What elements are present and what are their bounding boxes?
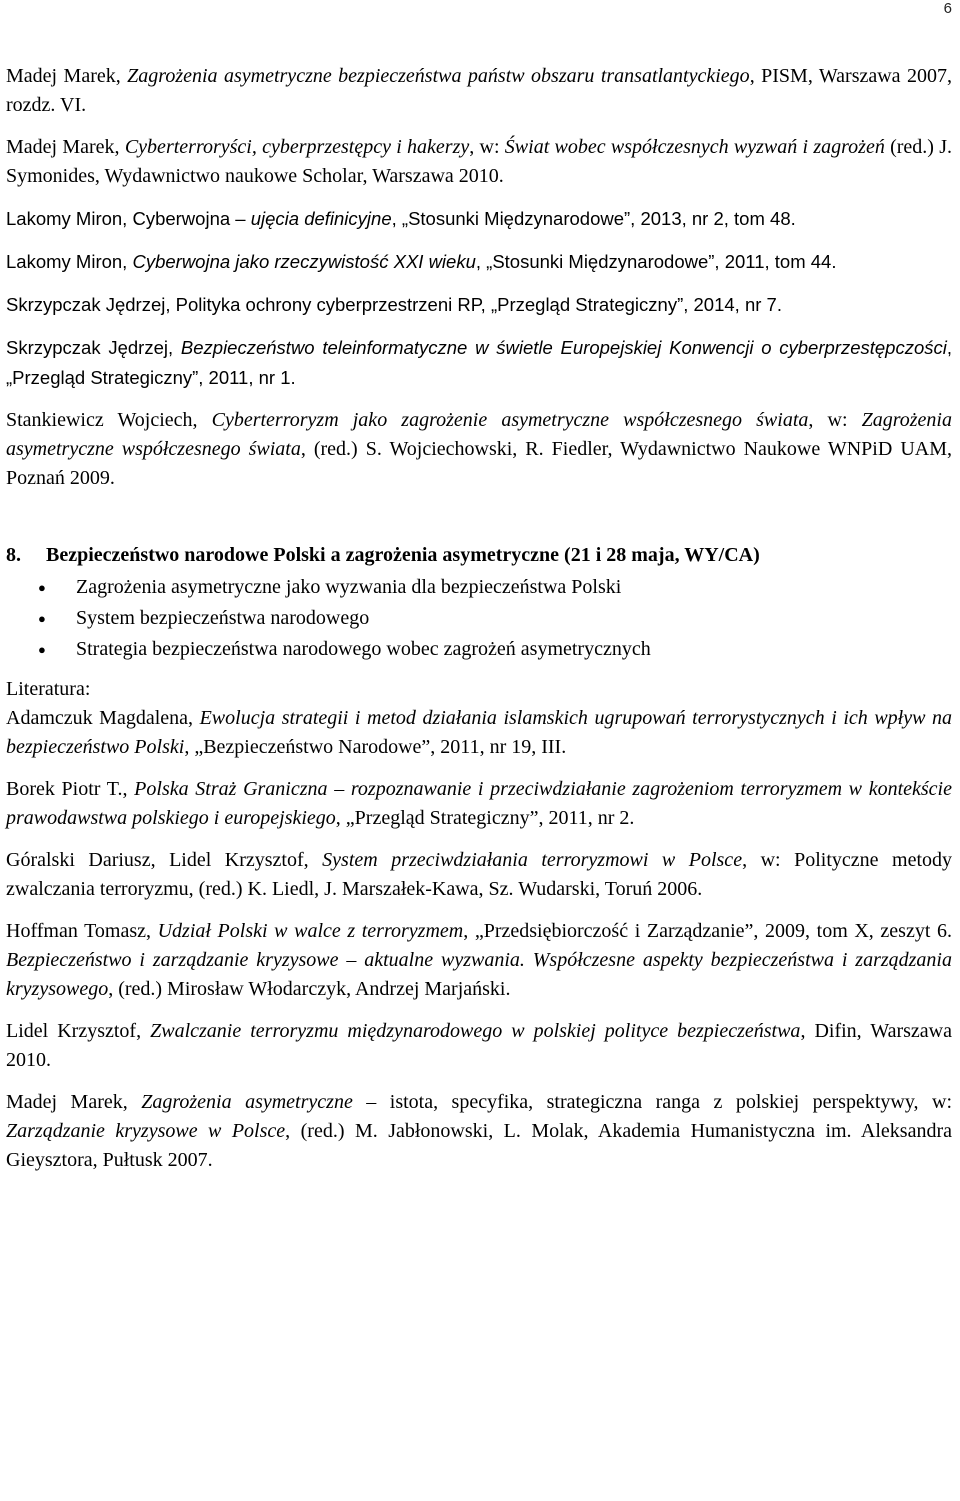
reference-author: Lakomy Miron, Cyberwojna – <box>6 208 251 229</box>
reference-connector: , w: <box>808 409 862 431</box>
reference-connector: , „Przedsiębiorczość i Zarządzanie”, 2009, tom X, zeszyt 6. <box>463 920 952 942</box>
reference-entry <box>6 775 952 833</box>
reference-details: , „Stosunki Międzynarodowe”, 2011, tom 44. <box>475 251 837 272</box>
reference-author: Borek Piotr T., <box>6 778 135 800</box>
reference-entry <box>6 62 952 120</box>
reference-author: Adamczuk Magdalena, <box>6 707 200 729</box>
reference-author: Madej Marek, <box>6 136 125 158</box>
section-spacer <box>6 506 952 541</box>
reference-book-title: Zagrożenia asymetryczne współczesnego świata <box>6 409 952 460</box>
reference-details: (red.) J. Symonides, Wydawnictwo naukowe Scholar, Warszawa 2010. <box>6 136 953 187</box>
reference-title: Polska Straż Graniczna – rozpoznawanie i przeciwdziałanie zagrożeniom terroryzmem w kontekście prawodawstwa polskiego i europejskiego <box>6 778 952 829</box>
reference-details: , „Bezpieczeństwo Narodowe”, 2011, nr 19, III. <box>184 736 567 758</box>
reference-entry <box>6 917 952 1004</box>
reference-title: Bezpieczeństwo teleinformatyczne w świetle Europejskiej Konwencji o cyberprzestępczości <box>180 337 947 358</box>
reference-title: Zagrożenia asymetryczne <box>141 1091 353 1113</box>
reference-entry <box>6 247 952 277</box>
reference-book-title: Zarządzanie kryzysowe w Polsce <box>6 1120 286 1142</box>
reference-author: Lidel Krzysztof, <box>6 1020 151 1042</box>
reference-connector: – istota, specyfika, strategiczna ranga z polskiej perspektywy, w: <box>352 1091 953 1113</box>
page-number: 6 <box>943 0 952 17</box>
reference-details: , Difin, Warszawa 2010. <box>6 1020 952 1071</box>
reference-entry <box>6 204 952 234</box>
reference-text: Skrzypczak Jędrzej, Polityka ochrony cyberprzestrzeni RP, „Przegląd Strategiczny”, 2014, nr 7. <box>6 294 782 315</box>
reference-title: Udział Polski w walce z terroryzmem <box>157 920 464 942</box>
reference-title: Cyberwojna jako rzeczywistość XXI wieku <box>132 251 476 272</box>
reference-author: Madej Marek, <box>6 1091 142 1113</box>
topic-item: ● System bezpieczeństwa narodowego <box>76 603 952 634</box>
reference-title: Cyberterroryzm jako zagrożenie asymetryczne współczesnego świata <box>211 409 809 431</box>
reference-author: Hoffman Tomasz, <box>6 920 158 942</box>
reference-entry <box>6 846 952 904</box>
reference-title: Zwalczanie terroryzmu międzynarodowego w polskiej polityce bezpieczeństwa <box>150 1020 801 1042</box>
reference-author: Madej Marek, <box>6 65 128 87</box>
reference-details: , PISM, Warszawa 2007, rozdz. VI. <box>6 65 953 116</box>
topic-item: ● Strategia bezpieczeństwa narodowego wobec zagrożeń asymetrycznych <box>76 634 952 665</box>
topic-list <box>6 572 952 665</box>
reference-book-title: Bezpieczeństwo i zarządzanie kryzysowe – aktualne wyzwania. Współczesne aspekty bezpieczeństwa i zarządzania kryzysowego <box>6 949 952 1000</box>
section-heading <box>6 541 952 570</box>
reference-title: ujęcia definicyjne <box>250 208 392 229</box>
reference-author: Skrzypczak Jędrzej, <box>6 337 181 358</box>
topic-item: ● Zagrożenia asymetryczne jako wyzwania dla bezpieczeństwa Polski <box>76 572 952 603</box>
reference-connector: , w: <box>469 136 505 158</box>
document-body <box>6 62 952 1188</box>
section-title: Bezpieczeństwo narodowe Polski a zagrożenia asymetryczne (21 i 28 maja, WY/CA) <box>46 544 760 566</box>
reference-title: System przeciwdziałania terroryzmowi w Polsce <box>322 849 743 871</box>
reference-title: Zagrożenia asymetryczne bezpieczeństwa państw obszaru transatlantyckiego <box>127 65 750 87</box>
literature-label: Literatura: <box>6 678 91 700</box>
reference-details: , (red.) S. Wojciechowski, R. Fiedler, Wydawnictwo Naukowe WNPiD UAM, Poznań 2009. <box>6 438 952 489</box>
reference-details: , „Stosunki Międzynarodowe”, 2013, nr 2, tom 48. <box>391 208 796 229</box>
reference-entry <box>6 704 952 762</box>
section-number: 8. <box>6 544 21 566</box>
reference-entry <box>6 333 952 393</box>
reference-author: Stankiewicz Wojciech, <box>6 409 212 431</box>
reference-author: Lakomy Miron, <box>6 251 133 272</box>
reference-entry <box>6 406 952 493</box>
reference-title: Cyberterroryści, cyberprzestępcy i hakerzy <box>124 136 470 158</box>
reference-entry <box>6 290 952 320</box>
reference-details: , „Przegląd Strategiczny”, 2011, nr 1. <box>6 337 952 388</box>
reference-details: , w: Polityczne metody zwalczania terroryzmu, (red.) K. Liedl, J. Marszałek-Kawa, Sz. Wudarski, Toruń 2006. <box>6 849 953 900</box>
reference-entry <box>6 1088 952 1175</box>
reference-details: , (red.) Mirosław Włodarczyk, Andrzej Marjański. <box>108 978 511 1000</box>
reference-details: , „Przegląd Strategiczny”, 2011, nr 2. <box>335 807 635 829</box>
reference-book-title: Świat wobec współczesnych wyzwań i zagrożeń <box>504 136 885 158</box>
reference-title: Ewolucja strategii i metod działania islamskich ugrupowań terrorystycznych i ich wpływ na bezpieczeństwo Polski <box>6 707 953 758</box>
reference-author: Góralski Dariusz, Lidel Krzysztof, <box>6 849 323 871</box>
reference-entry <box>6 1017 952 1075</box>
reference-details: , (red.) M. Jabłonowski, L. Molak, Akademia Humanistyczna im. Aleksandra Gieysztora, Pułtusk 2007. <box>6 1120 952 1171</box>
reference-entry <box>6 133 952 191</box>
